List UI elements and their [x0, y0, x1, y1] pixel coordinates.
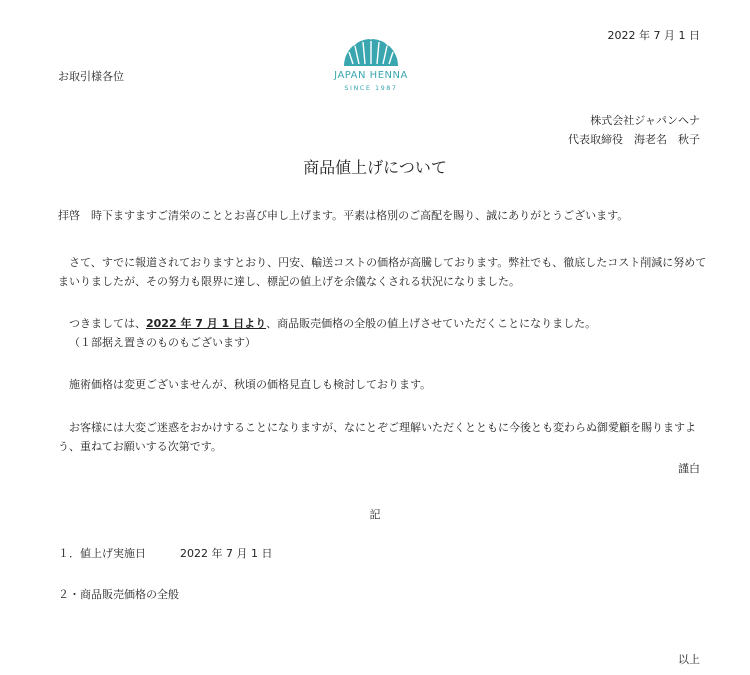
addressee: お取引様各位 — [58, 70, 124, 83]
logo-name: JAPAN HENNA — [334, 70, 408, 81]
exception-note: （１部据え置きのものもございます） — [69, 336, 256, 349]
service-price-paragraph: 施術価格は変更ございませんが、秋頃の価格見直しも検討しております。 — [69, 378, 432, 391]
logo-since: SINCE 1987 — [344, 84, 398, 92]
end-mark: 以上 — [678, 653, 700, 666]
page-title: 商品値上げについて — [303, 158, 447, 177]
apology-paragraph: お客様には大変ご迷惑をおかけすることになりますが、なにとぞご理解いただくとともに今後とも変わらぬ御愛顧を賜りますよう、重ねてお願いする次第です。 — [58, 421, 696, 453]
price-increase-paragraph — [69, 314, 719, 352]
closing-word: 謹白 — [678, 462, 700, 475]
note-item-effective-date — [58, 545, 272, 561]
sender-representative: 代表取締役 海老名 秋子 — [568, 133, 700, 146]
note-item-scope: ２・商品販売価格の全般 — [58, 588, 179, 601]
henna-leaf-icon — [341, 20, 401, 66]
sender-company: 株式会社ジャパンヘナ — [590, 114, 700, 127]
company-logo — [325, 20, 417, 98]
price-increase-lead: つきましては、 — [69, 317, 146, 330]
effective-date-highlight: 2022 年 7 月 1 日より — [146, 317, 267, 330]
reason-paragraph: さて、すでに報道されておりますとおり、円安、輸送コストの価格が高騰しております。弊社でも、徹底したコスト削減に努めてまいりましたが、その努力も限界に達し、標記の値上げを余儀なくされる状況になりました。 — [58, 256, 707, 288]
notes-heading: 記 — [369, 508, 381, 521]
note-item-value: 2022 年 7 月 1 日 — [180, 547, 273, 560]
document-date: 2022 年 7 月 1 日 — [607, 29, 700, 42]
price-increase-rest: 、商品販売価格の全般の値上げさせていただくことになりました。 — [266, 317, 597, 330]
note-item-label: １．値上げ実施日 — [58, 547, 146, 560]
greeting-paragraph: 拝啓 時下ますますご清栄のこととお喜び申し上げます。平素は格別のご高配を賜り、誠にありがとうございます。 — [58, 209, 629, 222]
